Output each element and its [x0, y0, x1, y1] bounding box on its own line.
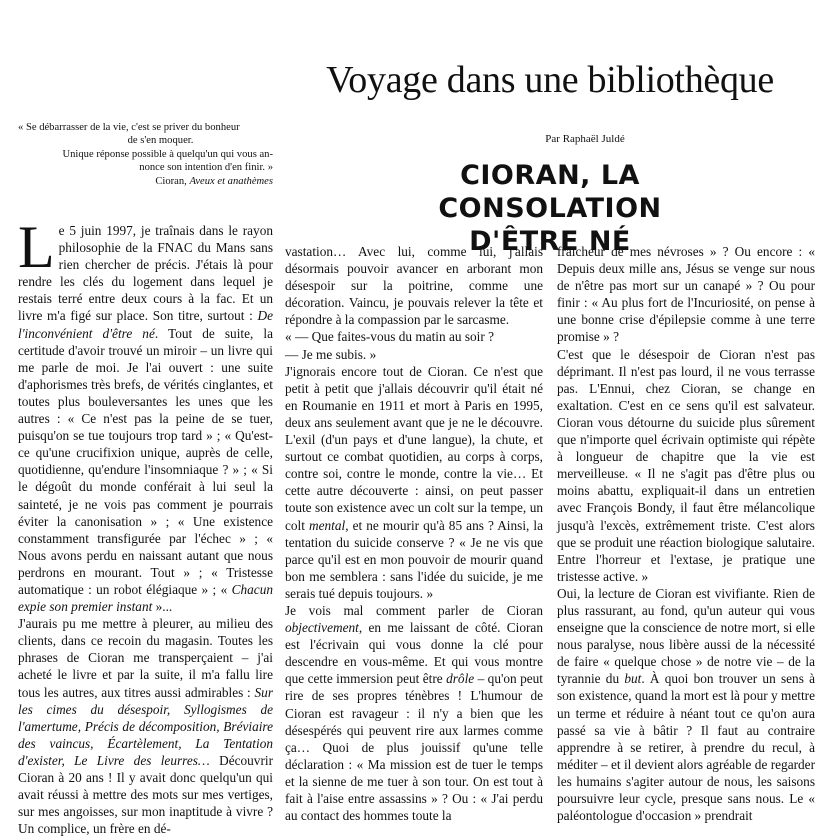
text-run: e 5 juin 1997, je traînais dans le rayon philosophie de la FNAC du Mans sans rien chercher de précis. J'étais là pour rendre les clés du logement dans lequel je restais terré entre deux cours à la fac. Et un livre m'a figé sur place. Son titre, surtout :: [18, 223, 273, 324]
paragraph: [285, 602, 543, 824]
section-title: Voyage dans une bibliothèque: [326, 59, 774, 101]
text-run: , et ne mourir qu'à 85 ans ? Ainsi, la tentation du suicide conserve ? « Je ne vis que parce qu'il est en mon pouvoir de mourir quand bon me semblera : sans l'idée du suicide, je me serais tué depuis toujours. »: [285, 517, 543, 601]
book-title: De l'inconvénient d'être né: [18, 308, 273, 341]
text-run: . À quoi bon trouver un sens à son existence, quand la mort est là pour y mettre un terme et réduire à néant tout ce qu'on aura passé sa vie à bâtir ? Il faut au contraire apprendre à se retirer, à prendre du recul, à méditer – et il devient alors agréable de regarder les humains s'agiter autour de nous, les saisons poursuivre leur cycle, presque sans nous. Le « paléontologue d'occasion » prendrait: [557, 671, 816, 824]
epigraph-line: nonce son intention d'en finir. »: [139, 162, 273, 174]
text-run: J'ignorais encore tout de Cioran. Ce n'est que petit à petit que j'allais découvrir qu'il était né en Roumanie en 1911 et mort à Paris en 1995, deux ans seulement avant que je ne le découvre. L'exil (d'un pays et d'une langue), la chute, et surtout ce combat quotidien, au corps à corps, contre soi, contre le monde, contre la vie… Et cette autre découverte : ainsi, on peut passer toute son existence avec un colt sur la tempe, un colt: [285, 363, 543, 533]
paragraph: vastation… Avec lui, comme lui, j'allais désormais pouvoir avancer en arborant mon désespoir sur la poitrine, comme une décoration. Vaincu, je pouvais relever la tête et répondre à la compassion par le sarcasme.: [285, 244, 543, 328]
paragraph: [18, 214, 273, 615]
paragraph: [285, 363, 543, 602]
epigraph-line: « Se débarrasser de la vie, c'est se priver du bonheur: [18, 122, 240, 133]
emphasis: drôle: [446, 671, 475, 687]
drop-cap: L: [18, 214, 55, 280]
dialogue-line: — Je me subis. »: [285, 346, 377, 362]
text-run: »...: [152, 599, 173, 615]
epigraph: [18, 121, 273, 188]
epigraph-work-title: Aveux et anathèmes: [189, 175, 273, 187]
headline-line: D'ÊTRE NÉ: [469, 226, 631, 257]
epigraph-line: Unique réponse possible à quelqu'un qui vous an-: [62, 148, 273, 160]
quote-italic: Chacun expie son premier instant: [18, 581, 273, 615]
paragraph: C'est que le désespoir de Cioran n'est pas déprimant. Il n'est pas lourd, il ne vous terrasse pas. L'Ennui, chez Cioran, se change en exaltation. C'est en ce sens qu'il est salvateur. Cioran vous détourne du suicide plus sûrement que n'importe quel écrivain optimiste qui répète à longueur de chapitre que la vie est merveilleuse. « Il ne s'agit pas d'être plus ou moins abattu, expliquait-il dans un entretien avec François Bondy, il faut être mélancolique jusqu'à l'excès, extrêmement triste. C'est alors que se produit une réaction biologique salutaire. Entre l'horreur et l'extase, je pratique une tristesse active. »: [557, 346, 815, 584]
epigraph-line: de s'en moquer.: [127, 135, 194, 147]
paragraph: [557, 585, 815, 824]
text-run: J'aurais pu me mettre à pleurer, au milieu des clients, dans ce recoin du magasin. Toutes les phrases de Cioran me transperçaient – j'ai acheté le livre et par la suite, il m'a fallu lire tous les autres, aux titres aussi admirables :: [18, 616, 273, 700]
emphasis: mental: [309, 517, 346, 533]
dialogue-line: « — Que faites-vous du matin au soir ?: [285, 329, 495, 345]
text-run: , en me laissant de côté. Cioran est l'écrivain qui vous donne la clé pour descendre en vous-même. Et qui vous montre que cette immersion peut être: [285, 620, 543, 687]
text-run: Découvrir Cioran à 20 ans ! Il y avait donc quelqu'un qui avait réussi à mettre des mots sur mes vertiges, sur mes angoisses, sur mon inaptitude à vivre ? Un complice, un frère en dé-: [18, 752, 273, 837]
emphasis: but: [624, 671, 642, 687]
text-run: – qu'on peut rire de ses propres ténèbres ! L'humour de Cioran est ravageur : il n'y a bien que les désespérés qui peuvent rire aux larmes comme ça… Quoi de plus jouissif qu'une telle déclaration : « Ma mission est de tuer le temps et la sienne de me tuer à son tour. On est tout à fait à l'aise entre assassins » ? Ou : « J'ai perdu au contact des hommes toute la: [285, 671, 543, 824]
paragraph: [18, 615, 273, 837]
epigraph-author: Cioran,: [155, 175, 190, 187]
text-column-3: [557, 243, 815, 837]
emphasis: objectivement: [285, 620, 359, 636]
text-column-1: [18, 214, 273, 837]
text-run: . Tout de suite, la certitude d'avoir trouvé un miroir – un livre qui me parle de moi. Je l'ai ouvert : une suite d'aphorismes très brefs, de vérités cinglantes, et toutes plus bouleversantes les unes que les autres : « Ce n'est pas la peine de se tuer, puisqu'on se tue toujours trop tard » ; « Qu'est-ce qu'une crucifixion unique, auprès de celle, quotidienne, qu'endure l'insomniaque ? » ; « Si le dégoût du monde conférait à lui seul la sainteté, je ne vois pas comment je pourrais éviter la canonisation » ; « Une existence constamment transfigurée par l'échec » ; « Nous avons perdu en naissant autant que nous perdrons en mourant. Tout » ; « Tristesse automatique : un robot élégiaque » ; «: [18, 325, 273, 597]
headline-line: CIORAN, LA CONSOLATION: [438, 160, 662, 224]
text-run: Oui, la lecture de Cioran est vivifiante. Rien de plus rassurant, au fond, qu'un auteur qui vous enseigne que la conscience de notre mort, si elle nous paralyse, nous libère aussi de la nécessité de faire « quelque chose » de notre vie – de la tyrannie du: [557, 585, 815, 687]
book-titles: Sur les cimes du désespoir, Syllogismes de l'amertume, Précis de décomposition, Bréviaire des vaincus, Écartèlement, La Tentation d'exister, Le Livre des leurres…: [18, 684, 273, 768]
text-run: Je vois mal comment parler de Cioran: [285, 602, 543, 618]
byline: Par Raphaël Juldé: [545, 133, 625, 145]
epigraph-attribution: [18, 175, 273, 188]
paragraph: fraîcheur de mes névroses » ? Ou encore : « Depuis deux mille ans, Jésus se venge sur nous de n'être pas mort sur un canapé » ? Ou pour finir : « Au plus fort de l'Incuriosité, on pense à une bonne crise d'épilepsie comme à une terre promise » ?: [557, 244, 815, 345]
text-column-2: [285, 243, 543, 837]
